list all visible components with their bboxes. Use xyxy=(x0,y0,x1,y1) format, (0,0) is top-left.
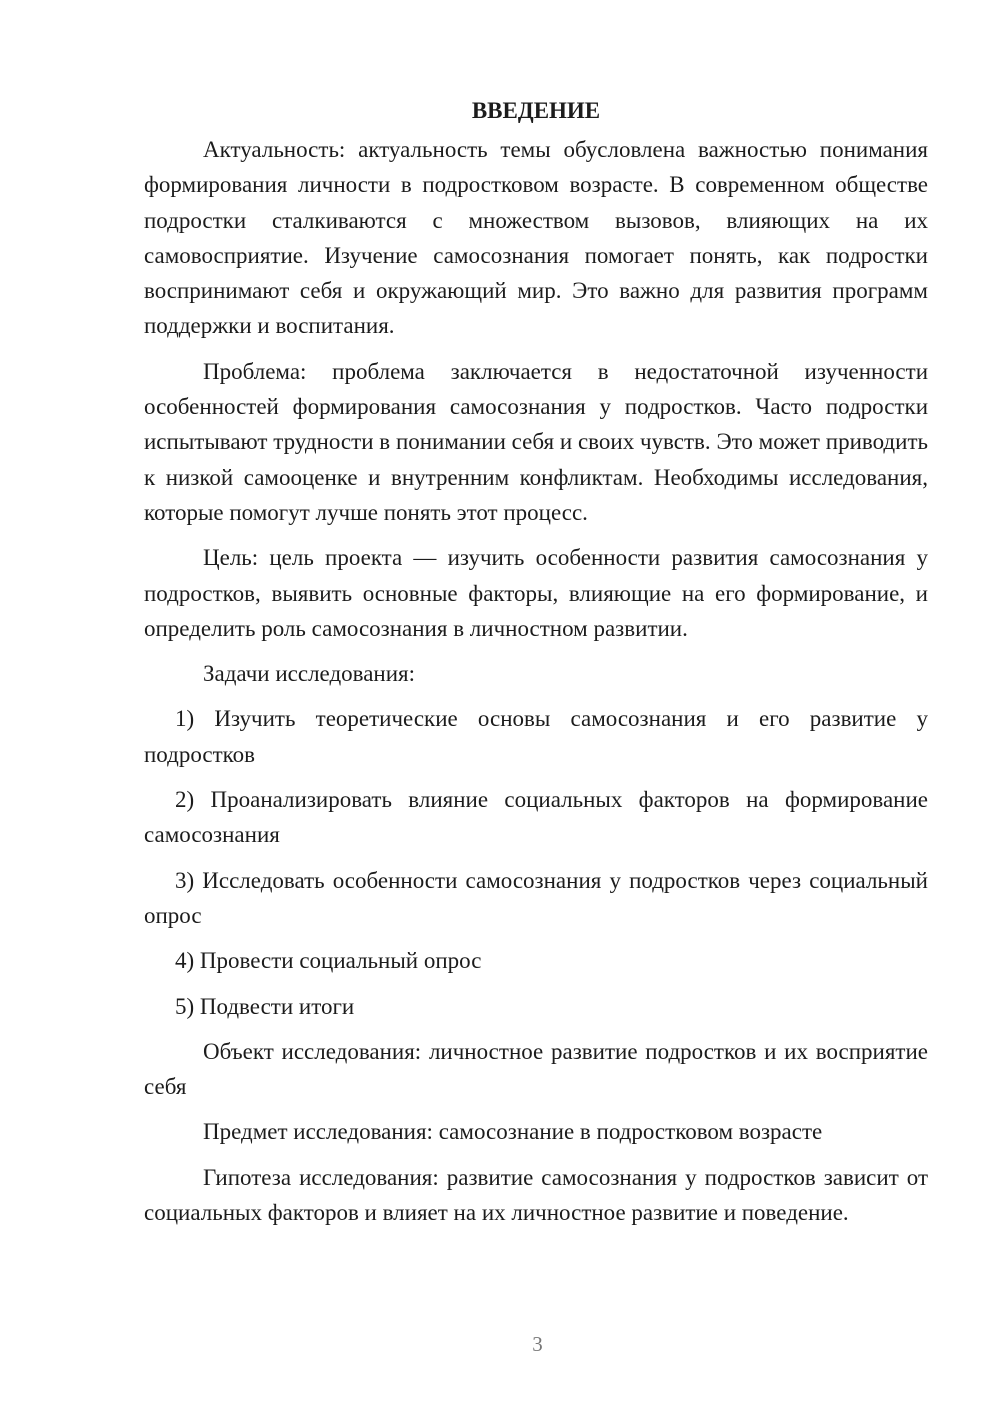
goal-paragraph: Цель: цель проекта — изучить особенности развития самосознания у подростков, выявить основные факторы, влияющие на его формирование, и определить роль самосознания в личностном развитии. xyxy=(144,545,928,641)
tasks-intro: Задачи исследования: xyxy=(203,661,416,687)
hypothesis-paragraph: Гипотеза исследования: развитие самосознания у подростков зависит от социальных факторов и влияет на их личностное развитие и поведение. xyxy=(144,1164,928,1226)
object-paragraph: Объект исследования: личностное развитие подростков и их восприятие себя xyxy=(144,1038,928,1100)
task-item-3: 3) Исследовать особенности самосознания у подростков через социальный опрос xyxy=(144,867,928,928)
relevance-paragraph: Актуальность: актуальность темы обусловлена важностью понимания формирования личности в подростковом возрасте. В современном обществе подростки сталкиваются с множеством вызовов, влияющих на их самовосприятие. Изучение самосознания помогает понять, как подростки воспринимают себя и окружающий мир. Это важно для развития программ поддержки и воспитания. xyxy=(144,137,928,339)
document-page xyxy=(144,92,928,1240)
task-item-5: 5) Подвести итоги xyxy=(175,993,355,1019)
task-item-1: 1) Изучить теоретические основы самосознания и его развитие у подростков xyxy=(144,706,928,767)
problem-paragraph: Проблема: проблема заключается в недостаточной изученности особенностей формирования самосознания у подростков. Часто подростки испытывают трудности в понимании себя и своих чувств. Это может приводить к низкой самооценке и внутренним конфликтам. Необходимы исследования, которые помогут лучше понять этот процесс. xyxy=(144,358,928,525)
task-item-4: 4) Провести социальный опрос xyxy=(175,948,482,974)
section-heading: ВВЕДЕНИЕ xyxy=(471,98,601,123)
task-item-2: 2) Проанализировать влияние социальных факторов на формирование самосознания xyxy=(144,787,928,848)
subject-paragraph: Предмет исследования: самосознание в подростковом возрасте xyxy=(203,1119,823,1145)
page-number: 3 xyxy=(532,1332,543,1356)
